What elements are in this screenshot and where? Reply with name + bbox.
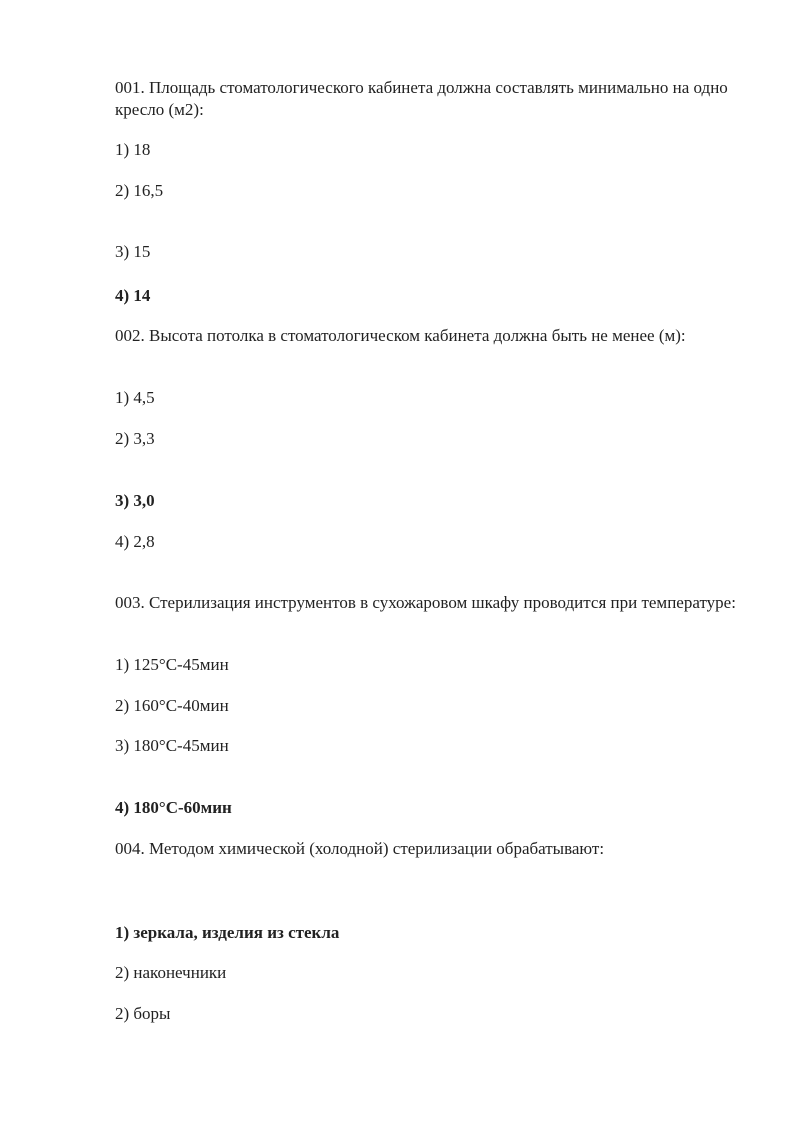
question-text: 001. Площадь стоматологического кабинета должна составлять минимально на одно кресло (м2): [115,78,728,119]
answer-option: 4) 2,8 [115,532,155,551]
answer-option: 2) 160°С-40мин [115,696,229,715]
answer-option: 1) 18 [115,140,151,159]
answer-option: 2) 3,3 [115,429,155,448]
answer-option: 2) боры [115,1004,171,1023]
answer-option: 3) 180°С-45мин [115,736,229,755]
question-text: 004. Методом химической (холодной) стерилизации обрабатывают: [115,839,605,858]
answer-option-correct: 4) 14 [115,286,151,305]
question-text: 002. Высота потолка в стоматологическом кабинета должна быть не менее (м): [115,326,686,345]
answer-option: 1) 125°С-45мин [115,655,229,674]
answer-option: 3) 15 [115,242,151,261]
answer-option-correct: 1) зеркала, изделия из стекла [115,923,340,942]
answer-option: 2) 16,5 [115,181,164,200]
answer-option: 2) наконечники [115,963,227,982]
answer-option-correct: 3) 3,0 [115,491,155,510]
answer-option: 1) 4,5 [115,388,155,407]
question-text: 003. Стерилизация инструментов в сухожаровом шкафу проводится при температуре: [115,593,736,612]
answer-option-correct: 4) 180°С-60мин [115,798,232,817]
